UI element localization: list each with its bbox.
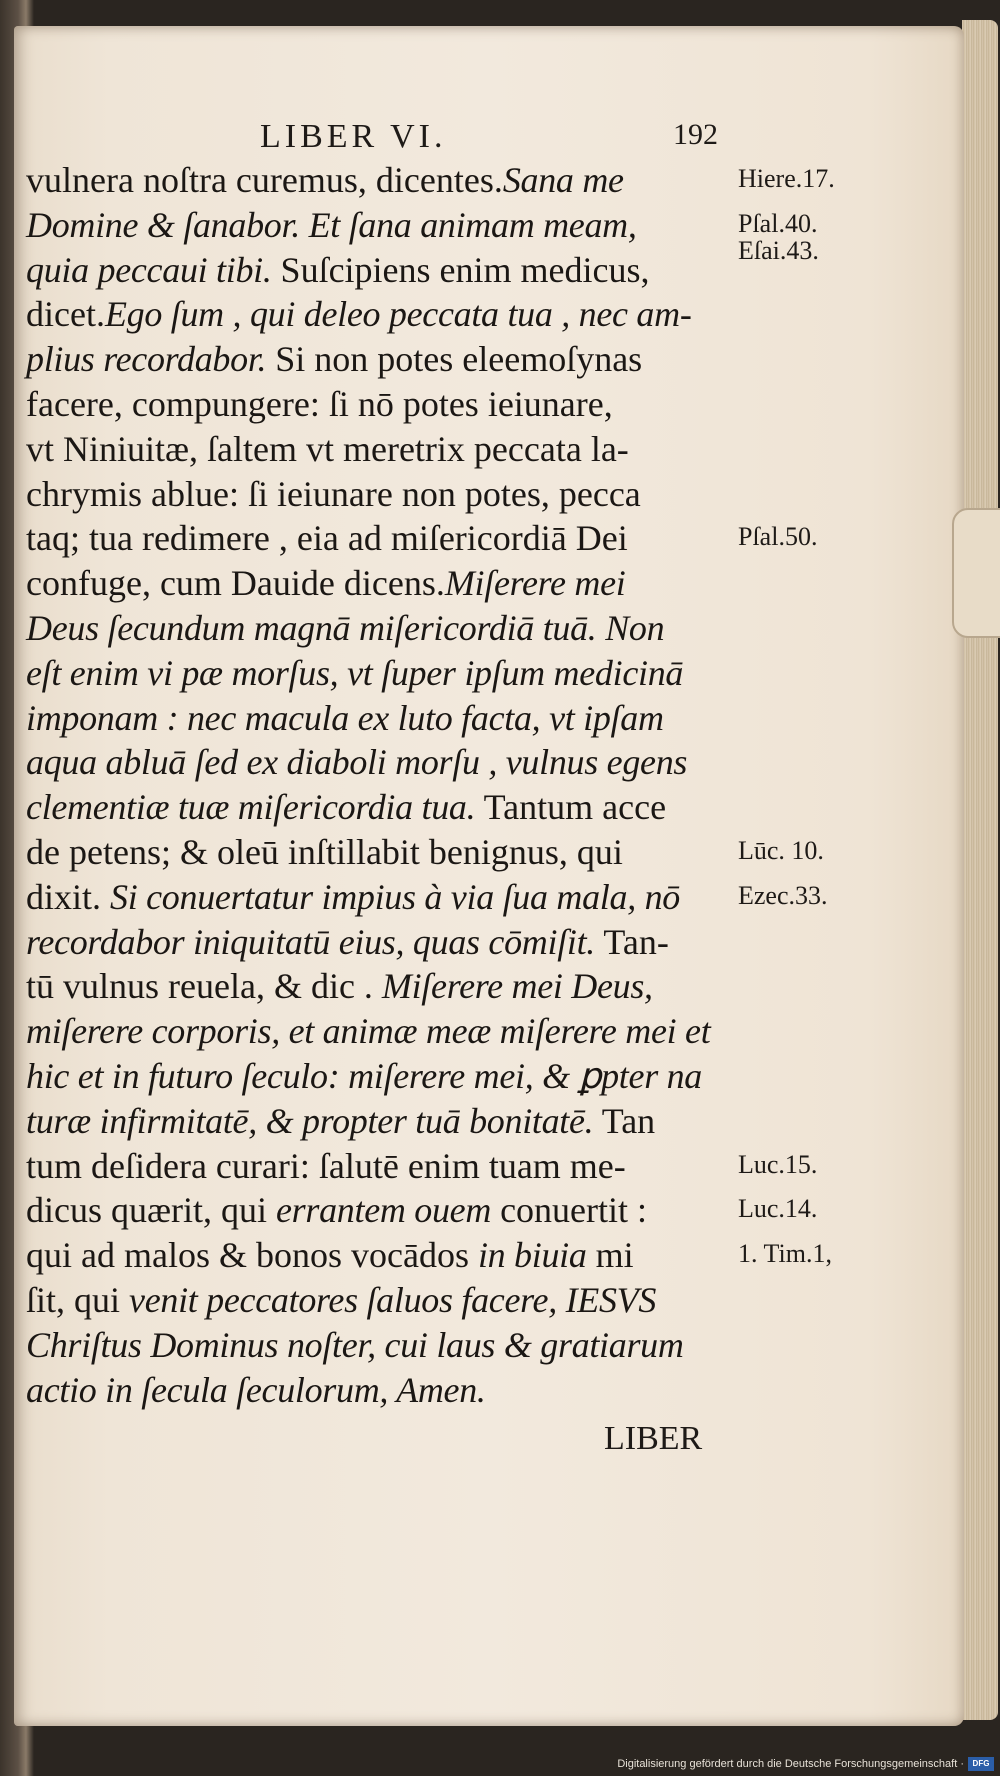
text-line	[26, 785, 746, 830]
text-line	[26, 606, 746, 651]
italic-segment: venit peccatores ſaluos facere, IESVS	[129, 1279, 657, 1320]
margin-note: Ezec.33.	[738, 880, 828, 910]
text-line	[26, 292, 746, 337]
roman-segment: vulnera noſtra curemus, dicentes.	[26, 160, 503, 200]
roman-segment: Si non potes eleemoſynas	[266, 339, 643, 380]
text-line	[26, 1099, 746, 1144]
text-line	[26, 1188, 746, 1233]
italic-segment: hic et in futuro ſeculo: miſerere mei, & ꝑpter na	[26, 1055, 702, 1096]
roman-segment: Tan-	[595, 921, 669, 962]
text-line	[26, 696, 746, 741]
digitization-footer	[0, 1754, 1000, 1776]
italic-segment: Miſerere mei Deus,	[381, 966, 653, 1007]
text-line	[26, 1323, 746, 1368]
text-line	[26, 740, 746, 785]
running-head: LIBER VI.	[260, 118, 447, 155]
margin-note: Luc.14.	[738, 1194, 818, 1224]
italic-segment: errantem ouem	[276, 1190, 492, 1231]
text-line	[26, 1368, 746, 1413]
dfg-logo: DFG	[968, 1757, 994, 1771]
text-line	[26, 1144, 746, 1189]
roman-segment: conuertit :	[491, 1190, 648, 1231]
text-line	[26, 875, 746, 920]
margin-note: Luc.15.	[738, 1149, 818, 1179]
text-line	[26, 1054, 746, 1099]
italic-segment: miſerere corporis, et animæ meæ miſerere mei et	[26, 1011, 711, 1052]
roman-segment: chrymis ablue: ſi ieiunare non potes, pecca	[26, 473, 641, 514]
text-line	[26, 516, 746, 561]
italic-segment: Si conuertatur impius à via ſua mala, nō	[110, 876, 680, 917]
italic-segment: clementiæ tuæ miſericordia tua.	[26, 787, 476, 828]
roman-segment: tū vulnus reuela, & dic .	[26, 966, 382, 1007]
margin-note: Eſai.43.	[738, 235, 819, 265]
roman-segment: confuge, cum Dauide dicens.	[26, 563, 445, 604]
text-line	[26, 203, 746, 248]
margin-note: Pſal.50.	[738, 522, 818, 552]
italic-segment: aqua abluā ſed ex diaboli morſu , vulnus egens	[26, 742, 688, 783]
text-line	[26, 382, 746, 427]
roman-segment: Suſcipiens enim medicus,	[271, 249, 650, 290]
italic-segment: Ego ſum , qui deleo peccata tua , nec am-	[104, 294, 692, 335]
page-header	[0, 118, 1000, 158]
italic-segment: eſt enim vi pæ morſus, vt ſuper ipſum medicinā	[26, 652, 684, 693]
text-line	[26, 1233, 746, 1278]
italic-segment: Deus ſecundum magnā miſericordiā tuā. Non	[26, 607, 665, 648]
catchword: LIBER	[604, 1420, 703, 1457]
roman-segment: ſit, qui	[26, 1279, 130, 1320]
italic-segment: Miſerere mei	[444, 563, 626, 604]
roman-segment: qui ad malos & bonos vocādos	[26, 1235, 478, 1276]
text-line	[26, 1278, 746, 1323]
italic-segment: turæ infirmitatē, & propter tuā bonitatē.	[26, 1100, 594, 1141]
italic-segment: actio in ſecula ſeculorum, Amen.	[26, 1369, 486, 1410]
margin-note: Lūc. 10.	[738, 836, 824, 865]
italic-segment: imponam : nec macula ex luto facta, vt ipſam	[26, 697, 664, 738]
roman-segment: Tantum acce	[475, 787, 667, 828]
margin-note: Pſal.40.	[738, 208, 818, 238]
roman-segment: de petens; & oleū inſtillabit benignus, qui	[26, 831, 623, 872]
margin-note: 1. Tim.1,	[738, 1239, 832, 1269]
text-line	[26, 964, 746, 1009]
italic-segment: in biuia	[477, 1235, 587, 1276]
roman-segment: Tan	[593, 1100, 656, 1141]
text-line	[26, 920, 746, 965]
italic-segment: quia peccaui tibi.	[26, 249, 272, 290]
text-line	[26, 651, 746, 696]
text-line	[26, 427, 746, 472]
italic-segment: Domine & ſanabor. Et ſana animam meam,	[26, 204, 637, 245]
text-line	[26, 561, 746, 606]
margin-note: Hiere.17.	[738, 164, 835, 193]
italic-segment: Chriſtus Dominus noſter, cui laus & gratiarum	[26, 1324, 684, 1365]
italic-segment: recordabor iniquitatū eius, quas cōmiſit.	[26, 921, 596, 962]
text-line	[26, 158, 746, 203]
roman-segment: mi	[586, 1235, 634, 1276]
page-number: 192	[673, 118, 718, 151]
roman-segment: tum deſidera curari: ſalutē enim tuam me-	[26, 1145, 626, 1186]
text-line	[26, 337, 746, 382]
roman-segment: dicus quærit, qui	[26, 1190, 276, 1231]
body-text	[26, 158, 746, 1412]
roman-segment: taq; tua redimere , eia ad miſericordiā Dei	[26, 518, 628, 559]
roman-segment: vt Niniuitæ, ſaltem vt meretrix peccata la-	[26, 428, 629, 469]
italic-segment: Sana me	[502, 160, 624, 200]
footer-credit: Digitalisierung gefördert durch die Deutsche Forschungsgemeinschaft ·	[617, 1758, 964, 1770]
roman-segment: dicet.	[26, 294, 105, 335]
italic-segment: plius recordabor.	[26, 339, 267, 380]
text-line	[26, 472, 746, 517]
page-tab-marker	[952, 508, 1000, 638]
text-line	[26, 830, 746, 875]
roman-segment: facere, compungere: ſi nō potes ieiunare,	[26, 383, 613, 424]
text-line	[26, 1009, 746, 1054]
page-edges	[962, 20, 998, 1720]
roman-segment: dixit.	[26, 876, 111, 917]
text-line	[26, 248, 746, 293]
